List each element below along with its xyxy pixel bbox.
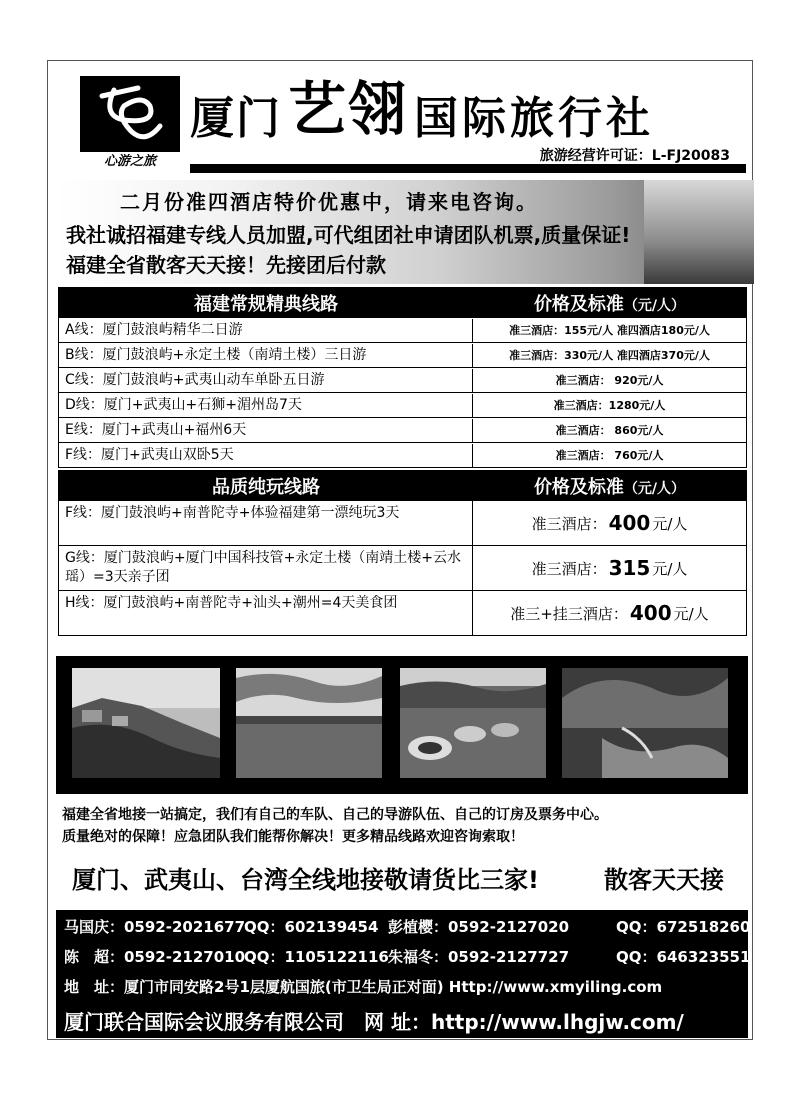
logo-mark bbox=[80, 76, 180, 152]
table-row bbox=[59, 367, 746, 392]
quality-price-title bbox=[473, 473, 746, 499]
price-prefix: 准三酒店： bbox=[531, 514, 607, 533]
route-name: A线：厦门鼓浪屿精华二日游 bbox=[59, 319, 473, 342]
table-row bbox=[59, 590, 746, 635]
route-price: 准三酒店： 760元/人 bbox=[555, 448, 664, 462]
price-value: 315 bbox=[608, 556, 651, 580]
route-name: B线：厦门鼓浪屿+永定土楼（南靖土楼）三日游 bbox=[59, 344, 473, 367]
promo-recruit: 我社诚招福建专线人员加盟,可代组团社申请团队机票,质量保证! bbox=[66, 223, 631, 247]
photo-harbor bbox=[236, 668, 382, 778]
contact-name-phone: 马国庆：0592-2021677 bbox=[64, 918, 246, 936]
price-prefix: 准三酒店： bbox=[531, 559, 607, 578]
photo-gulangyu bbox=[72, 668, 220, 778]
classic-routes-title: 福建常规精典线路 bbox=[194, 293, 338, 315]
table-row bbox=[59, 442, 746, 467]
company-name bbox=[190, 75, 655, 146]
contact-name-phone: 朱福冬：0592-2127727 bbox=[388, 948, 570, 966]
promo-headline: 二月份准四酒店特价优惠中，请来电咨询。 bbox=[120, 190, 538, 214]
price-unit: 元/人 bbox=[652, 514, 688, 533]
price-unit: 元/人 bbox=[673, 604, 709, 623]
classic-routes-table bbox=[58, 287, 747, 468]
route-name: F线：厦门鼓浪屿+南普陀寺+体验福建第一漂纯玩3天 bbox=[59, 501, 473, 545]
classic-routes-header bbox=[59, 288, 746, 317]
route-name: D线：厦门+武夷山+石狮+湄州岛7天 bbox=[59, 394, 473, 417]
route-name: F线：厦门+武夷山双卧5天 bbox=[59, 444, 473, 467]
price-title-text: 价格及标准 bbox=[533, 476, 624, 498]
address: 地 址：厦门市同安路2号1层厦航国旅(市卫生局正对面) Http://www.xmyiling.com bbox=[64, 978, 663, 996]
contact-qq: QQ：646323551 bbox=[616, 948, 751, 966]
logo-caption: 心游之旅 bbox=[103, 154, 156, 169]
info-line-1: 福建全省地接一站搞定，我们有自己的车队、自己的导游队伍、自己的订房及票务中心。 bbox=[62, 807, 608, 823]
price-value: 400 bbox=[629, 601, 672, 625]
table-row bbox=[59, 500, 746, 545]
price-unit-text: （元/人） bbox=[623, 297, 686, 314]
quality-routes-header bbox=[59, 471, 746, 500]
table-row bbox=[59, 417, 746, 442]
company-prefix: 厦门 bbox=[190, 93, 282, 144]
contact-panel bbox=[56, 910, 751, 1038]
promo-scenery bbox=[644, 180, 754, 284]
info-line-2: 质量绝对的保障！应急团队我们能帮你解决！更多精品线路欢迎咨询索取！ bbox=[62, 829, 524, 845]
table-row bbox=[59, 545, 746, 590]
company-brand: 艺翎 bbox=[288, 75, 409, 143]
contact-qq: QQ：602139454 bbox=[244, 918, 379, 936]
license-number: 旅游经营许可证：L-FJ20083 bbox=[539, 148, 730, 164]
photo-wuyishan bbox=[562, 668, 728, 778]
route-name: G线：厦门鼓浪屿+厦门中国科技管+永定土楼（南靖土楼+云水瑶）=3天亲子团 bbox=[59, 546, 473, 590]
table-row bbox=[59, 342, 746, 367]
price-title-text: 价格及标准 bbox=[533, 293, 624, 315]
route-price bbox=[473, 591, 746, 635]
table-row bbox=[59, 392, 746, 417]
route-price: 准三酒店：155元/人 准四酒店180元/人 bbox=[509, 323, 710, 337]
contact-qq: QQ：672518260 bbox=[616, 918, 751, 936]
company-suffix: 国际旅行社 bbox=[414, 93, 655, 144]
price-prefix: 准三+挂三酒店： bbox=[510, 604, 628, 623]
quality-routes-title: 品质纯玩线路 bbox=[212, 476, 320, 498]
slogan-daily: 散客天天接 bbox=[604, 866, 724, 894]
quality-routes-table bbox=[58, 470, 747, 636]
price-value: 400 bbox=[608, 511, 651, 535]
classic-price-title bbox=[473, 290, 746, 316]
route-price: 准三酒店： 860元/人 bbox=[555, 423, 664, 437]
promo-daily: 福建全省散客天天接！先接团后付款 bbox=[66, 253, 386, 277]
footer-company-website: 厦门联合国际会议服务有限公司 网 址：http://www.lhgjw.com/ bbox=[64, 1010, 684, 1034]
route-price bbox=[473, 501, 746, 545]
route-name: E线：厦门+武夷山+福州6天 bbox=[59, 419, 473, 442]
contact-name-phone: 陈 超：0592-2127010 bbox=[64, 948, 246, 966]
header-divider bbox=[190, 164, 746, 173]
route-name: H线：厦门鼓浪屿+南普陀寺+汕头+潮州=4天美食团 bbox=[59, 591, 473, 635]
table-row bbox=[59, 317, 746, 342]
contact-row bbox=[64, 946, 750, 967]
price-unit: 元/人 bbox=[652, 559, 688, 578]
route-price: 准三酒店：330元/人 准四酒店370元/人 bbox=[509, 348, 710, 362]
photo-tulou bbox=[400, 668, 546, 778]
slogan: 厦门、武夷山、台湾全线地接敬请货比三家! bbox=[72, 866, 539, 894]
route-price: 准三酒店： 920元/人 bbox=[555, 373, 664, 387]
route-name: C线：厦门鼓浪屿+武夷山动车单卧五日游 bbox=[59, 369, 473, 392]
price-unit-text: （元/人） bbox=[623, 480, 686, 497]
contact-qq: QQ：1105122116 bbox=[244, 948, 389, 966]
logo bbox=[80, 76, 180, 168]
route-price bbox=[473, 546, 746, 590]
route-price: 准三酒店：1280元/人 bbox=[553, 398, 666, 412]
contact-name-phone: 彭植樱：0592-2127020 bbox=[388, 918, 570, 936]
contact-row bbox=[64, 916, 750, 937]
